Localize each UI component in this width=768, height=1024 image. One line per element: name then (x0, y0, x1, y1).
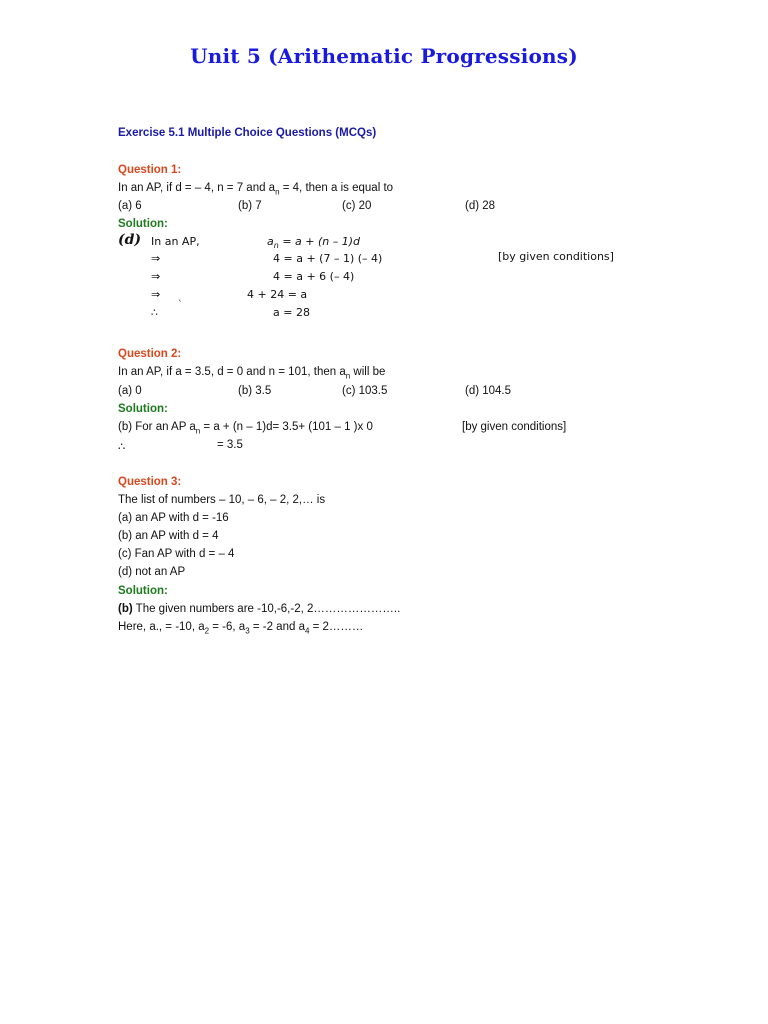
q2-option-b: (b) 3.5 (238, 385, 272, 397)
q1-sol-eq1: $a_n = a + (n - 1)d$ (267, 235, 361, 251)
q1-implies-2: ⇒ (151, 270, 161, 283)
q3-option-d: (d) not an AP (118, 566, 186, 578)
exercise-heading: Exercise 5.1 Multiple Choice Questions (MCQs) (118, 127, 377, 139)
q1-sol-eq2: 4 = a + (7 – 1) (– 4) (273, 252, 383, 265)
q1-option-b: (b) 7 (238, 200, 262, 212)
q3-option-a: (a) an AP with d = -16 (118, 512, 229, 524)
q1-solution-label: Solution: (118, 218, 168, 230)
q1-implies-1: ⇒ (151, 252, 161, 265)
q2-option-a: (a) 0 (118, 385, 142, 397)
question-2-text: In an AP, if a = 3.5, d = 0 and n = 101, then $a_n$ will be (118, 366, 386, 381)
question-3-text: The list of numbers – 10, – 6, – 2, 2,… is (118, 494, 326, 506)
q3-solution-line-1: (b) The given numbers are -10,-6,-2, 2………………….. (118, 603, 401, 615)
page-title: Unit 5 (Arithematic Progressions) (190, 44, 578, 68)
q1-sol-intro: In an AP, (151, 235, 200, 248)
q1-option-d: (d) 28 (465, 200, 496, 212)
q3-solution-label: Solution: (118, 585, 168, 597)
q1-therefore: ∴ (151, 306, 158, 319)
q1-option-a: (a) 6 (118, 200, 142, 212)
q2-solution-line-1: (b) For an AP $a_n = a + (n - 1)d= 3.5+ (101 - 1$ )x 0 (118, 421, 373, 436)
q2-solution-label: Solution: (118, 403, 168, 415)
q3-option-c: (c) Fan AP with d = – 4 (118, 548, 235, 560)
q1-sol-eq4: 4 + 24 = a (247, 288, 308, 301)
q1-stray-tick: ` (178, 300, 183, 310)
q3-solution-line-2: Here, a., = -10, $a_2 = -6$, $a_3 = -2$ and $a_4$ = 2……… (118, 621, 364, 636)
question-3-label: Question 3: (118, 476, 182, 488)
q1-sol-eq3: 4 = a + 6 (– 4) (273, 270, 355, 283)
q1-sol-eq5: a = 28 (273, 306, 310, 319)
q1-option-c: (c) 20 (342, 200, 372, 212)
question-1-text: In an AP, if d = – 4, n = 7 and $a_n = 4$, then a is equal to (118, 182, 394, 197)
q3-option-b: (b) an AP with d = 4 (118, 530, 219, 542)
question-2-label: Question 2: (118, 348, 182, 360)
q2-option-c: (c) 103.5 (342, 385, 388, 397)
q2-solution-note: [by given conditions] (462, 421, 567, 433)
q2-solution-line-2: = 3.5 (217, 439, 243, 451)
q2-option-d: (d) 104.5 (465, 385, 512, 397)
question-1-label: Question 1: (118, 164, 182, 176)
q2-therefore: ∴ (118, 441, 126, 453)
q1-implies-3: ⇒ (151, 288, 161, 301)
q1-sol-note: [by given conditions] (498, 250, 614, 263)
q1-answer: (d) (118, 232, 142, 248)
